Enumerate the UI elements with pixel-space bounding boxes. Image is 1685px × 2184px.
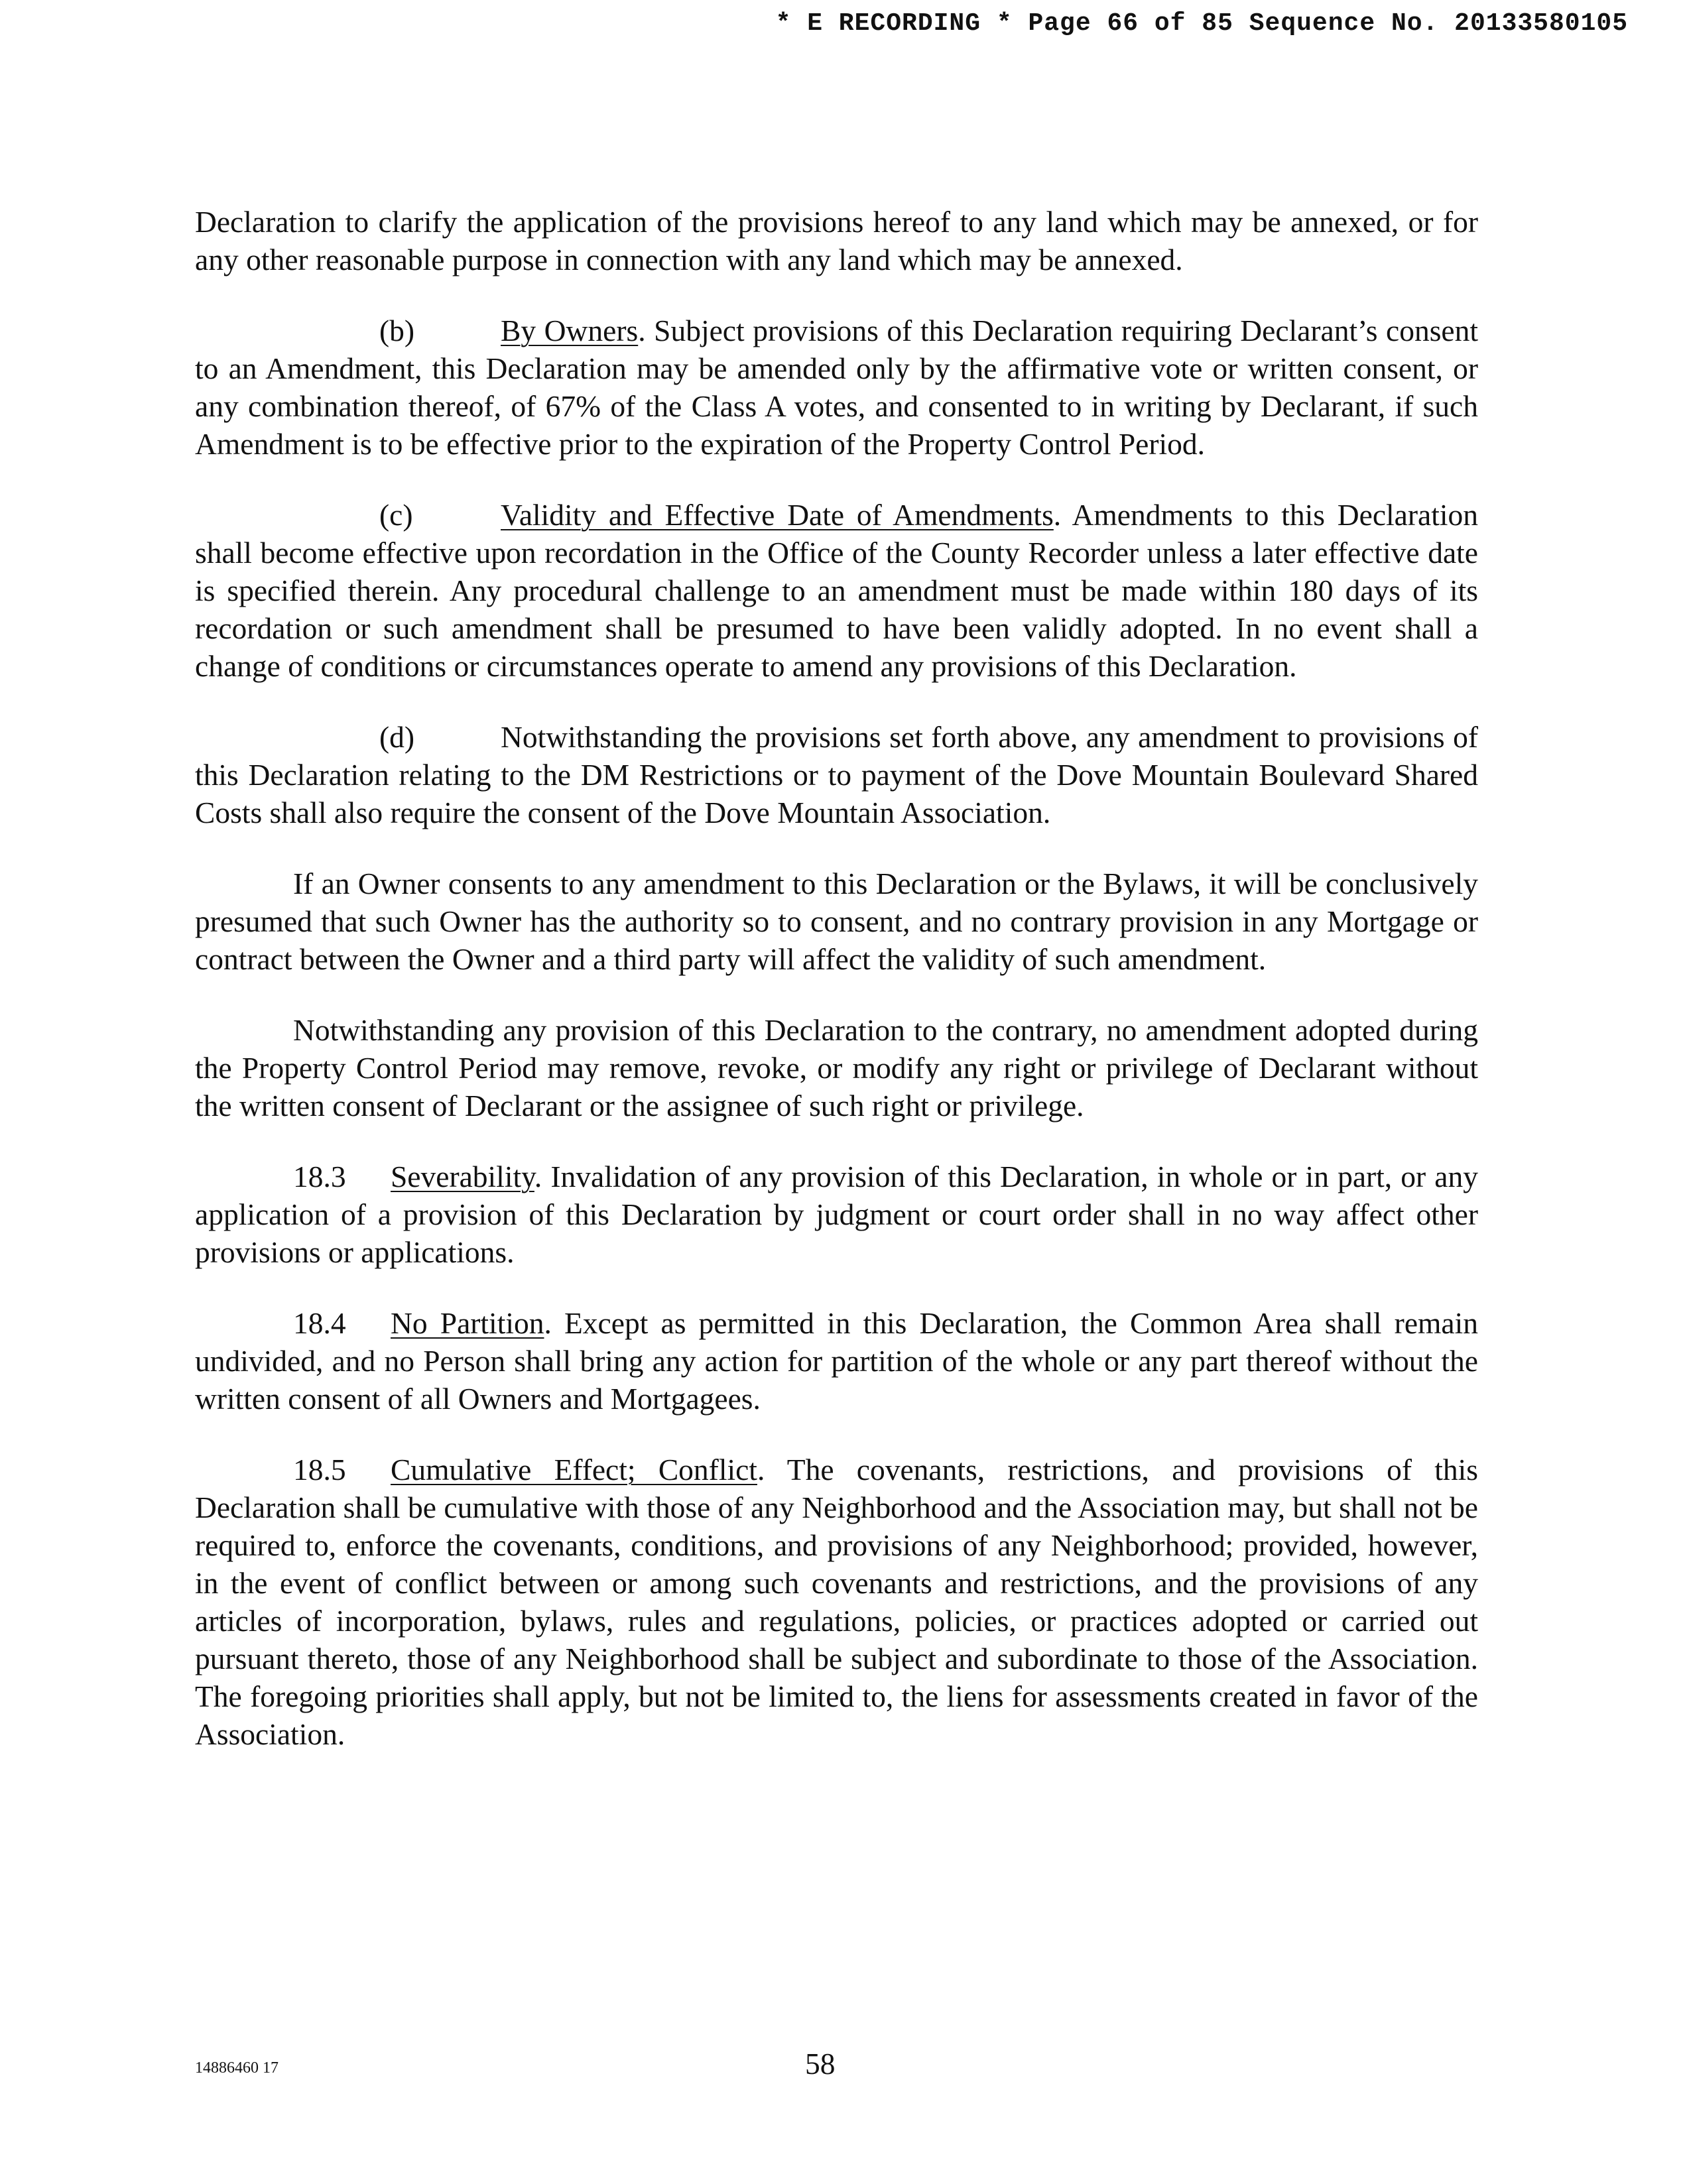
subsection-label-b: (b) xyxy=(379,314,415,347)
text-cumulative-effect: . The covenants, restrictions, and provisions of this Declaration shall be cumulative with those of any Neighborhood and the Association may, but shall not be required to, enforce the covenants, conditions, and provisions of any Neighborhood; provided, however, in the event of conflict between or among such covenants and restrictions, and the provisions of any articles of incorporation, bylaws, rules and regulations, policies, or practices adopted or carried out pursuant thereto, those of any Neighborhood shall be subject and subordinate to those of the Association. The foregoing priorities shall apply, but not be limited to, the liens for assessments created in favor of the Association. xyxy=(195,1453,1478,1751)
text-by-owners: . Subject provisions of this Declaration requiring Declarant’s consent to an Amendment, this Declaration may be amended only by the affirmative vote or written consent, or any combination thereof, of 67% of the Class A votes, and consented to in writing by Declarant, if such Amendment is to be effective prior to the expiration of the Property Control Period. xyxy=(195,314,1479,461)
paragraph-dm-restrictions xyxy=(195,718,1478,831)
heading-by-owners: By Owners xyxy=(501,314,639,347)
page-number: 58 xyxy=(805,2047,836,2081)
section-18-4 xyxy=(195,1304,1478,1418)
heading-cumulative-effect: Cumulative Effect; Conflict xyxy=(391,1453,757,1486)
footer-document-id: 14886460 17 xyxy=(195,2059,279,2077)
section-18-5 xyxy=(195,1451,1478,1753)
heading-severability: Severability xyxy=(391,1160,534,1193)
text-dm-restrictions: Notwithstanding the provisions set forth above, any amendment to provisions of this Declaration relating to the DM Restrictions or to payment of the Dove Mountain Boulevard Shared Costs shall also require the consent of the Dove Mountain Association. xyxy=(195,720,1478,829)
paragraph-validity xyxy=(195,496,1478,685)
heading-validity: Validity and Effective Date of Amendments xyxy=(501,498,1054,532)
document-body xyxy=(195,203,1478,1753)
text-validity: . Amendments to this Declaration shall become effective upon recordation in the Office of the County Recorder unless a later effective date is specified therein. Any procedural challenge to an amendment must be made within 180 days of its recordation or such amendment shall be presumed to have been validly adopted. In no event shall a change of conditions or circumstances operate to amend any provisions of this Declaration. xyxy=(195,498,1479,683)
section-18-3 xyxy=(195,1158,1478,1271)
paragraph-annexation: Declaration to clarify the application of the provisions hereof to any land which may be annexed, or for any other reasonable purpose in connection with any land which may be annexed. xyxy=(195,205,1478,276)
section-number-18-3: 18.3 xyxy=(293,1160,346,1193)
section-number-18-5: 18.5 xyxy=(293,1453,346,1486)
paragraph-owner-consent: If an Owner consents to any amendment to this Declaration or the Bylaws, it will be conclusively presumed that such Owner has the authority so to consent, and no contrary provision in any Mortgage or contract between the Owner and a third party will affect the validity of such amendment. xyxy=(195,867,1478,976)
heading-no-partition: No Partition xyxy=(391,1306,544,1340)
paragraph-property-control: Notwithstanding any provision of this Declaration to the contrary, no amendment adopted during the Property Control Period may remove, revoke, or modify any right or privilege of Declarant without the written consent of Declarant or the assignee of such right or privilege. xyxy=(195,1013,1478,1122)
recording-header: * E RECORDING * Page 66 of 85 Sequence No. 20133580105 xyxy=(775,9,1628,38)
section-number-18-4: 18.4 xyxy=(293,1306,346,1340)
text-severability: . Invalidation of any provision of this Declaration, in whole or in part, or any application of a provision of this Declaration by judgment or court order shall in no way affect other provisions or applications. xyxy=(195,1160,1478,1269)
text-no-partition: . Except as permitted in this Declaration, the Common Area shall remain undivided, and no Person shall bring any action for partition of the whole or any part thereof without the written consent of all Owners and Mortgagees. xyxy=(195,1306,1478,1416)
subsection-label-d: (d) xyxy=(379,720,415,754)
paragraph-by-owners xyxy=(195,312,1478,463)
subsection-label-c: (c) xyxy=(379,498,413,532)
